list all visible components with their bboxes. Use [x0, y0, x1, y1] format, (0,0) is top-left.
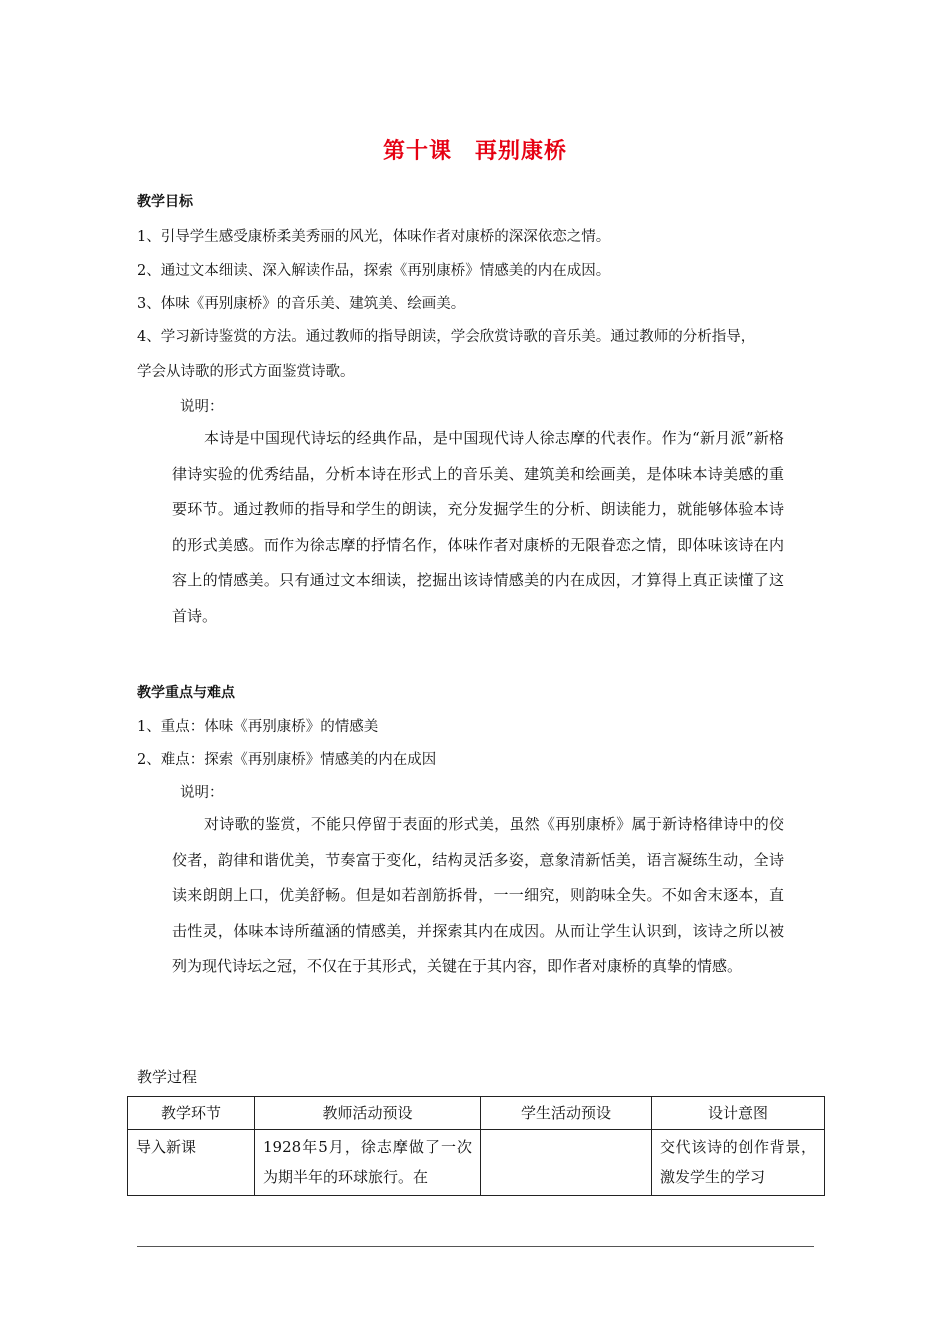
objective-item: 1、引导学生感受康桥柔美秀丽的风光，体味作者对康桥的深深依恋之情。: [137, 229, 611, 245]
page-title: 第十课 再别康桥: [382, 139, 567, 164]
objectives-note-label: 说明：: [180, 399, 224, 415]
table-cell: [481, 1130, 652, 1196]
table-cell: 1928年5月，徐志摩做了一次为期半年的环球旅行。在: [255, 1130, 481, 1196]
table-cell: 导入新课: [128, 1130, 255, 1196]
table-row: [128, 1130, 825, 1196]
column-header: 教师活动预设: [255, 1097, 481, 1130]
objectives-note-paragraph: 本诗是中国现代诗坛的经典作品，是中国现代诗人徐志摩的代表作。作为“新月派”新格律诗实验的优秀结晶，分析本诗在形式上的音乐美、建筑美和绘画美，是体味本诗美感的重要环节。通过教师的指导和学生的朗读，充分发掘学生的分析、朗读能力，就能够体验本诗的形式美感。而作为徐志摩的抒情名作，体味作者对康桥的无限眷恋之情，即体味该诗在内容上的情感美。只有通过文本细读，挖掘出该诗情感美的内在成因，才算得上真正读懂了这首诗。: [172, 429, 784, 625]
key-point-item: 2、难点：探索《再别康桥》情感美的内在成因: [137, 752, 437, 768]
key-points-note-paragraph: 对诗歌的鉴赏，不能只停留于表面的形式美，虽然《再别康桥》属于新诗格律诗中的佼佼者，韵律和谐优美，节奏富于变化，结构灵活多姿，意象清新恬美，语言凝练生动，全诗读来朗朗上口，优美舒畅。但是如若剖筋拆骨，一一细究，则韵味全失。不如舍末逐本，直击性灵，体味本诗所蕴涵的情感美，并探索其内在成因。从而让学生认识到，该诗之所以被列为现代诗坛之冠，不仅在于其形式，关键在于其内容，即作者对康桥的真挚的情感。: [172, 815, 784, 976]
process-heading: 教学过程: [137, 1068, 198, 1086]
column-header: 学生活动预设: [481, 1097, 652, 1130]
objective-item: 3、体味《再别康桥》的音乐美、建筑美、绘画美。: [137, 296, 466, 312]
key-points-note-label: 说明：: [180, 785, 224, 801]
objective-item: 4、学习新诗鉴赏的方法。通过教师的指导朗读，学会欣赏诗歌的音乐美。通过教师的分析指导，: [137, 329, 756, 345]
key-points-heading: 教学重点与难点: [137, 685, 235, 701]
objective-item: 2、通过文本细读、深入解读作品，探索《再别康桥》情感美的内在成因。: [137, 263, 611, 279]
column-header: 教学环节: [128, 1097, 255, 1130]
table-header-row: [128, 1097, 825, 1130]
footer-divider: [137, 1246, 814, 1247]
objectives-heading: 教学目标: [137, 194, 193, 210]
key-point-item: 1、重点：体味《再别康桥》的情感美: [137, 719, 379, 735]
process-table: [127, 1096, 825, 1196]
column-header: 设计意图: [652, 1097, 825, 1130]
objective-item: 学会从诗歌的形式方面鉴赏诗歌。: [137, 364, 355, 380]
table-cell: 交代该诗的创作背景，激发学生的学习: [652, 1130, 825, 1196]
